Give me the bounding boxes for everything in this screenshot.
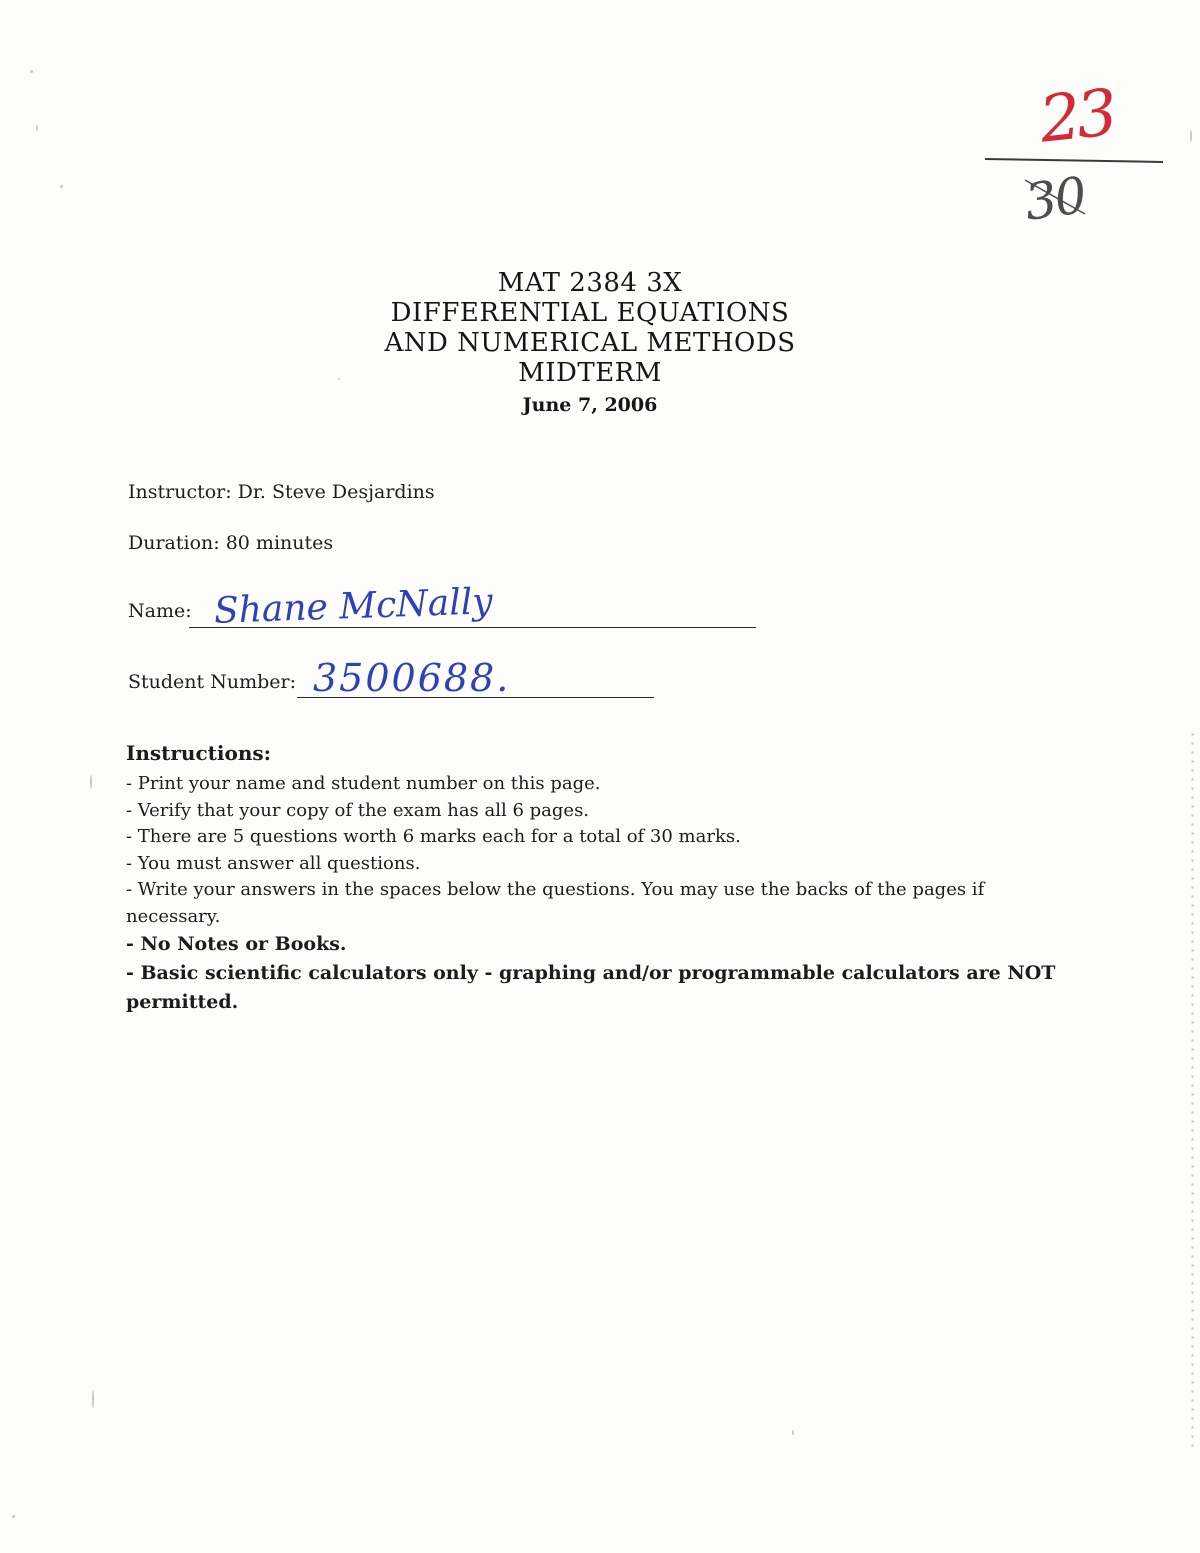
name-field-row [128,600,192,622]
instructions-block [126,741,1056,1017]
exam-date: June 7, 2006 [522,394,658,416]
course-code: MAT 2384 3X [497,268,683,298]
score-value: 23 [1036,76,1118,158]
instruction-item: - There are 5 questions worth 6 marks each for a total of 30 marks. [126,826,741,847]
instructor-line: Instructor: Dr. Steve Desjardins [128,481,435,503]
instruction-item: - Basic scientific calculators only - graphing and/or programmable calculators are NOT permitted. [126,962,1056,1013]
scan-speck [60,185,63,188]
score-mark [985,76,1165,232]
student-number-label: Student Number: [128,671,296,693]
instruction-item: - No Notes or Books. [126,933,347,955]
instruction-item: - Verify that your copy of the exam has all 6 pages. [126,799,590,821]
instruction-item: - Write your answers in the spaces below the questions. You may use the backs of the pages if necessary. [126,879,985,927]
instruction-item: - You must answer all questions. [126,852,421,874]
scan-speck [12,1515,15,1518]
scan-speck [792,1430,794,1435]
instruction-item: - Print your name and student number on this page. [126,773,601,794]
course-title-line-2: AND NUMERICAL METHODS [384,328,796,358]
exam-type: MIDTERM [518,358,662,388]
scan-speck [30,70,33,73]
exam-header [300,268,880,416]
name-handwriting: Shane McNally [213,581,494,632]
scan-speck [1190,130,1192,142]
scan-edge-dots [1191,730,1194,1450]
student-number-handwriting: 3500688. [313,656,511,700]
course-title-line-1: DIFFERENTIAL EQUATIONS [390,298,790,328]
scan-speck [90,775,92,789]
instructions-title: Instructions: [126,741,272,765]
duration-line: Duration: 80 minutes [128,532,334,554]
scan-speck [92,1390,94,1408]
score-total: 30 [1021,166,1089,232]
scan-speck [36,125,38,131]
name-label: Name: [128,600,192,622]
student-number-field-row [128,671,296,693]
